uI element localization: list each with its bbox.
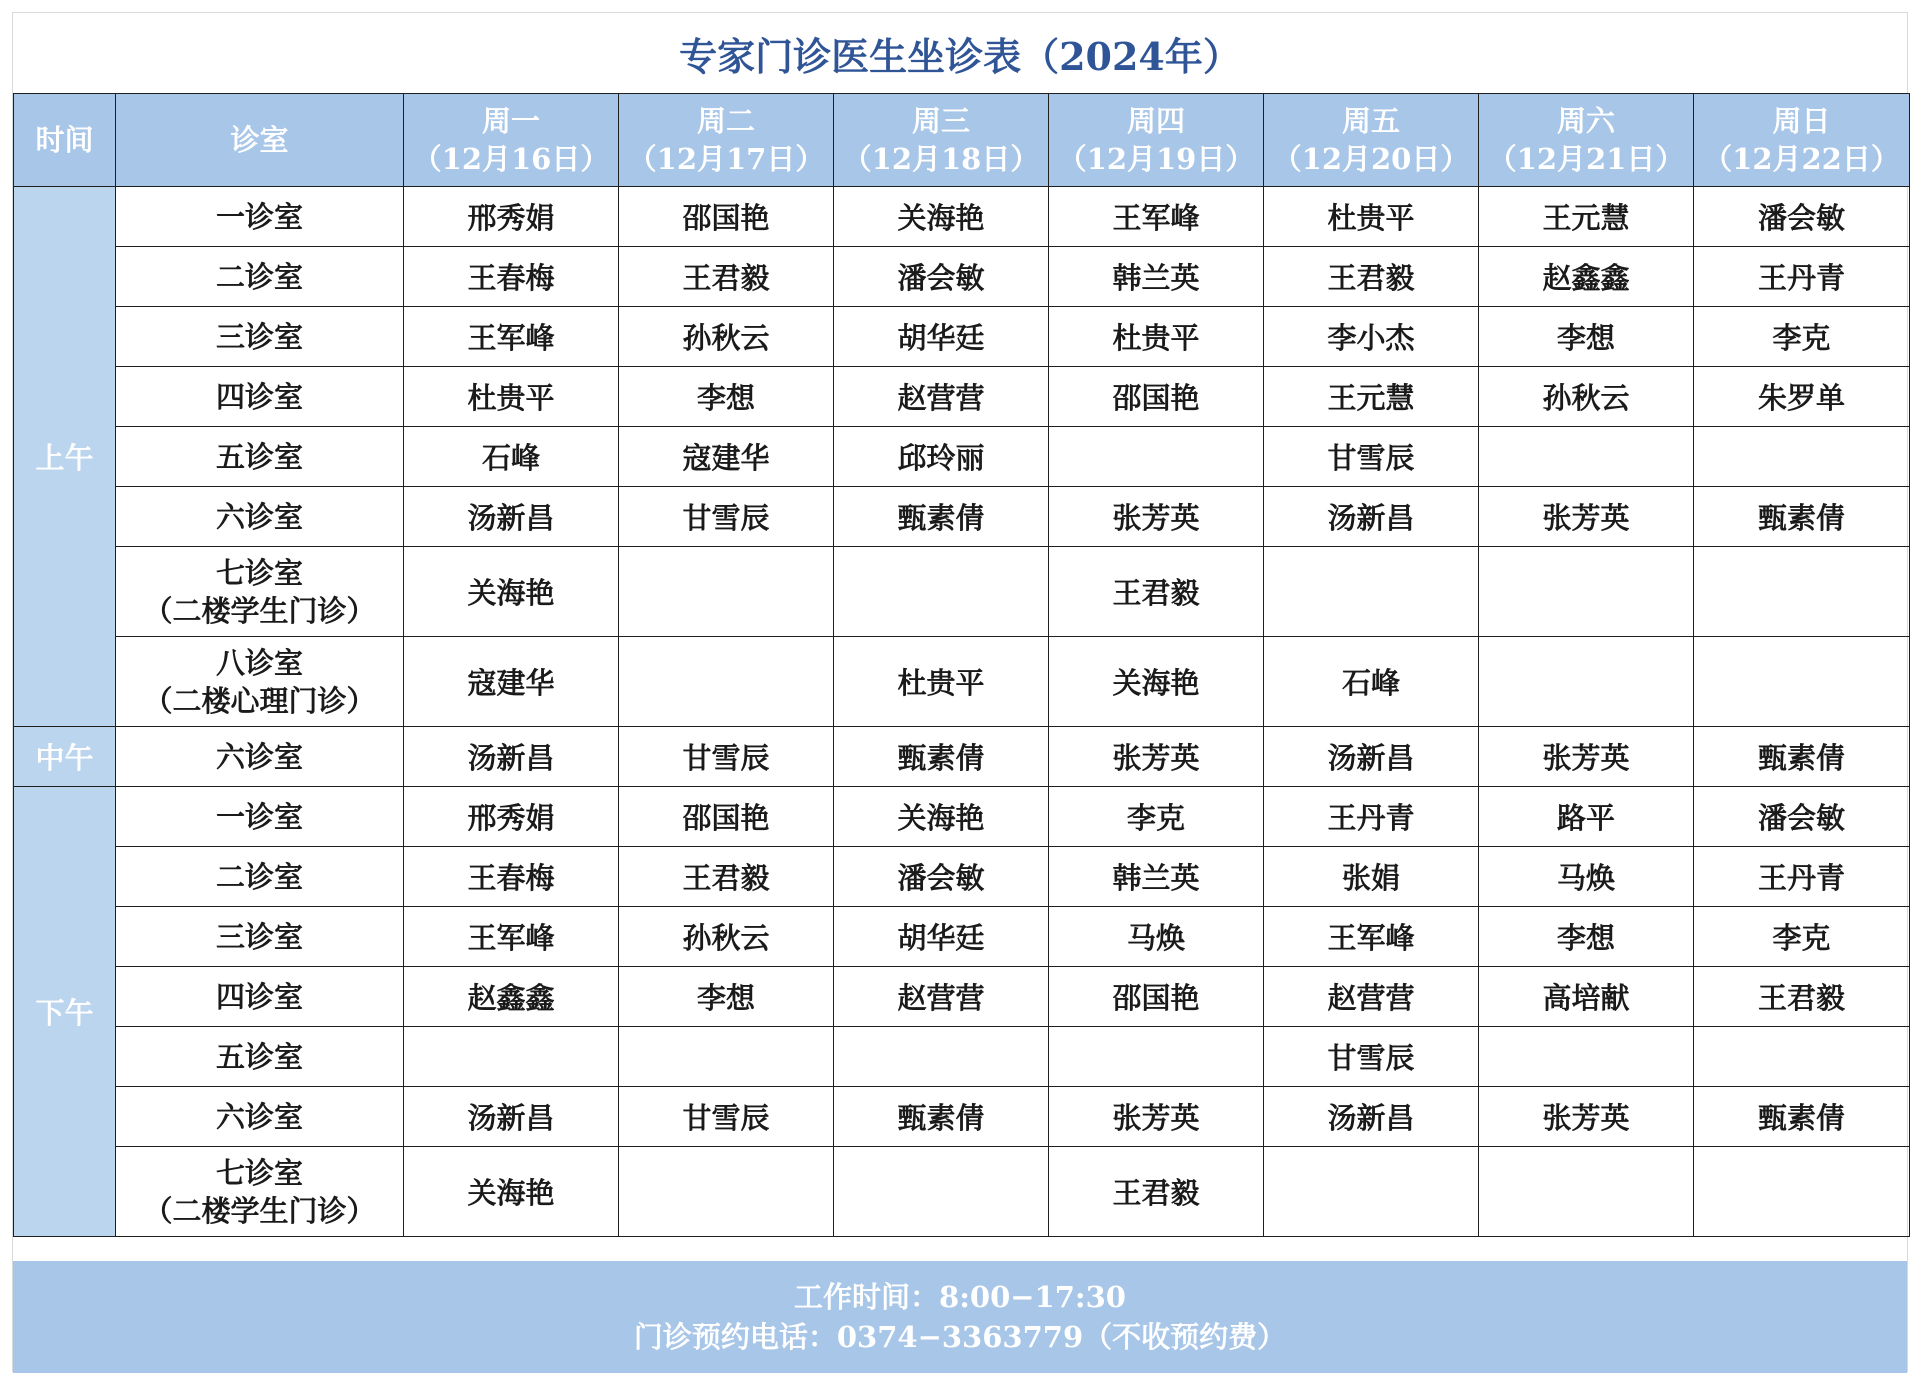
doctor-cell xyxy=(1264,547,1479,637)
doctor-cell: 高培献 xyxy=(1479,967,1694,1027)
doctor-cell: 邢秀娟 xyxy=(404,787,619,847)
room-cell xyxy=(116,907,404,967)
doctor-cell: 甄素倩 xyxy=(1694,1087,1910,1147)
doctor-cell: 韩兰英 xyxy=(1049,847,1264,907)
day-date: （12月21日） xyxy=(1487,142,1685,176)
doctor-cell: 汤新昌 xyxy=(1264,487,1479,547)
appointment-phone: 门诊预约电话：0374−3363779（不收预约费） xyxy=(633,1320,1287,1354)
doctor-cell: 邵国艳 xyxy=(619,787,834,847)
room-name: 七诊室 xyxy=(215,1155,303,1190)
doctor-cell: 孙秋云 xyxy=(619,307,834,367)
table-row xyxy=(14,1087,1910,1147)
table-row xyxy=(14,487,1910,547)
doctor-cell: 甄素倩 xyxy=(1694,487,1910,547)
room-cell xyxy=(116,187,404,247)
doctor-cell xyxy=(619,637,834,727)
room-cell xyxy=(116,1087,404,1147)
room-name: 二诊室 xyxy=(215,859,303,894)
doctor-cell: 邵国艳 xyxy=(1049,367,1264,427)
table-row xyxy=(14,967,1910,1027)
room-name: 一诊室 xyxy=(215,199,303,234)
doctor-cell xyxy=(1479,427,1694,487)
doctor-cell: 胡华廷 xyxy=(834,307,1049,367)
doctor-cell: 张芳英 xyxy=(1479,1087,1694,1147)
doctor-cell: 甄素倩 xyxy=(834,727,1049,787)
doctor-cell: 张芳英 xyxy=(1049,727,1264,787)
room-name: 四诊室 xyxy=(215,979,303,1014)
doctor-cell: 李想 xyxy=(619,367,834,427)
doctor-cell xyxy=(1479,1147,1694,1237)
day-name: 周五 xyxy=(1341,104,1400,138)
doctor-cell: 李克 xyxy=(1694,907,1910,967)
room-name: 四诊室 xyxy=(215,379,303,414)
doctor-cell: 寇建华 xyxy=(619,427,834,487)
doctor-cell: 杜贵平 xyxy=(834,637,1049,727)
doctor-cell xyxy=(404,1027,619,1087)
doctor-cell: 王君毅 xyxy=(1264,247,1479,307)
page-title: 专家门诊医生坐诊表（2024年） xyxy=(679,33,1241,79)
doctor-cell: 关海艳 xyxy=(834,787,1049,847)
table-row xyxy=(14,307,1910,367)
day-date: （12月19日） xyxy=(1057,142,1255,176)
doctor-cell: 杜贵平 xyxy=(404,367,619,427)
doctor-cell: 孙秋云 xyxy=(619,907,834,967)
doctor-cell: 王军峰 xyxy=(404,307,619,367)
doctor-cell: 王君毅 xyxy=(1049,547,1264,637)
doctor-cell: 韩兰英 xyxy=(1049,247,1264,307)
doctor-cell: 赵鑫鑫 xyxy=(1479,247,1694,307)
doctor-cell: 邱玲丽 xyxy=(834,427,1049,487)
doctor-cell xyxy=(1264,1147,1479,1237)
room-cell xyxy=(116,637,404,727)
header-day-mon xyxy=(404,94,619,187)
doctor-cell: 马焕 xyxy=(1479,847,1694,907)
doctor-cell: 赵营营 xyxy=(1264,967,1479,1027)
doctor-cell xyxy=(1479,1027,1694,1087)
table-row xyxy=(14,247,1910,307)
table-row xyxy=(14,187,1910,247)
doctor-cell: 甘雪辰 xyxy=(1264,427,1479,487)
doctor-cell: 甘雪辰 xyxy=(1264,1027,1479,1087)
doctor-cell: 关海艳 xyxy=(404,1147,619,1237)
doctor-cell: 朱罗单 xyxy=(1694,367,1910,427)
doctor-cell xyxy=(834,1147,1049,1237)
table-row xyxy=(14,727,1910,787)
doctor-cell: 王丹青 xyxy=(1264,787,1479,847)
table-row xyxy=(14,1027,1910,1087)
header-time: 时间 xyxy=(14,94,116,187)
day-date: （12月18日） xyxy=(842,142,1040,176)
doctor-cell: 甘雪辰 xyxy=(619,1087,834,1147)
header-day-sat xyxy=(1479,94,1694,187)
room-name: 二诊室 xyxy=(215,259,303,294)
doctor-cell: 张芳英 xyxy=(1049,487,1264,547)
schedule-body xyxy=(14,187,1910,1237)
room-name: 六诊室 xyxy=(215,1099,303,1134)
doctor-cell: 李克 xyxy=(1694,307,1910,367)
doctor-cell: 汤新昌 xyxy=(1264,1087,1479,1147)
day-name: 周三 xyxy=(911,104,970,138)
doctor-cell xyxy=(1694,1147,1910,1237)
doctor-cell xyxy=(619,547,834,637)
doctor-cell: 王丹青 xyxy=(1694,847,1910,907)
doctor-cell xyxy=(1479,547,1694,637)
header-day-wed xyxy=(834,94,1049,187)
doctor-cell: 马焕 xyxy=(1049,907,1264,967)
doctor-cell xyxy=(1694,427,1910,487)
room-cell xyxy=(116,847,404,907)
doctor-cell xyxy=(1694,547,1910,637)
room-name: 六诊室 xyxy=(215,499,303,534)
table-row xyxy=(14,787,1910,847)
footer-info xyxy=(13,1261,1907,1373)
day-date: （12月20日） xyxy=(1272,142,1470,176)
table-row xyxy=(14,847,1910,907)
doctor-cell: 张芳英 xyxy=(1479,727,1694,787)
doctor-cell: 杜贵平 xyxy=(1049,307,1264,367)
period-afternoon: 下午 xyxy=(14,787,116,1237)
doctor-cell: 王元慧 xyxy=(1479,187,1694,247)
work-hours: 工作时间：8:00−17:30 xyxy=(794,1280,1126,1314)
doctor-cell: 汤新昌 xyxy=(404,487,619,547)
room-name: 七诊室 xyxy=(215,555,303,590)
doctor-cell: 李想 xyxy=(1479,907,1694,967)
doctor-cell: 王春梅 xyxy=(404,247,619,307)
doctor-cell: 赵营营 xyxy=(834,367,1049,427)
doctor-cell: 王君毅 xyxy=(1694,967,1910,1027)
doctor-cell: 汤新昌 xyxy=(404,1087,619,1147)
room-name: 三诊室 xyxy=(215,919,303,954)
doctor-cell: 李想 xyxy=(619,967,834,1027)
schedule-table xyxy=(13,93,1910,1237)
doctor-cell: 张芳英 xyxy=(1049,1087,1264,1147)
doctor-cell: 关海艳 xyxy=(404,547,619,637)
doctor-cell xyxy=(619,1027,834,1087)
doctor-cell: 甄素倩 xyxy=(834,487,1049,547)
day-name: 周六 xyxy=(1556,104,1615,138)
doctor-cell: 关海艳 xyxy=(834,187,1049,247)
doctor-cell: 杜贵平 xyxy=(1264,187,1479,247)
room-cell xyxy=(116,367,404,427)
doctor-cell: 王君毅 xyxy=(1049,1147,1264,1237)
room-name: 八诊室 xyxy=(215,645,303,680)
room-cell xyxy=(116,547,404,637)
doctor-cell: 关海艳 xyxy=(1049,637,1264,727)
doctor-cell: 石峰 xyxy=(404,427,619,487)
doctor-cell: 胡华廷 xyxy=(834,907,1049,967)
doctor-cell: 甄素倩 xyxy=(1694,727,1910,787)
header-room: 诊室 xyxy=(116,94,404,187)
doctor-cell: 李克 xyxy=(1049,787,1264,847)
room-subtitle: （二楼心理门诊） xyxy=(143,683,376,718)
room-cell xyxy=(116,1027,404,1087)
doctor-cell: 路平 xyxy=(1479,787,1694,847)
table-row xyxy=(14,427,1910,487)
day-date: （12月17日） xyxy=(627,142,825,176)
room-cell xyxy=(116,247,404,307)
table-row xyxy=(14,367,1910,427)
header-day-thu xyxy=(1049,94,1264,187)
doctor-cell: 孙秋云 xyxy=(1479,367,1694,427)
doctor-cell: 王君毅 xyxy=(619,847,834,907)
room-cell xyxy=(116,427,404,487)
room-cell xyxy=(116,787,404,847)
doctor-cell: 王元慧 xyxy=(1264,367,1479,427)
room-name: 六诊室 xyxy=(215,739,303,774)
table-row xyxy=(14,1147,1910,1237)
doctor-cell: 石峰 xyxy=(1264,637,1479,727)
schedule-sheet xyxy=(12,12,1908,1372)
doctor-cell xyxy=(619,1147,834,1237)
room-name: 五诊室 xyxy=(215,439,303,474)
doctor-cell xyxy=(1694,637,1910,727)
header-day-tue xyxy=(619,94,834,187)
room-subtitle: （二楼学生门诊） xyxy=(143,1193,376,1228)
room-subtitle: （二楼学生门诊） xyxy=(143,593,376,628)
doctor-cell: 汤新昌 xyxy=(404,727,619,787)
doctor-cell: 汤新昌 xyxy=(1264,727,1479,787)
day-name: 周一 xyxy=(481,104,540,138)
period-noon: 中午 xyxy=(14,727,116,787)
doctor-cell: 王军峰 xyxy=(1264,907,1479,967)
day-name: 周日 xyxy=(1772,104,1831,138)
doctor-cell xyxy=(1049,1027,1264,1087)
doctor-cell: 甘雪辰 xyxy=(619,727,834,787)
doctor-cell: 潘会敏 xyxy=(834,247,1049,307)
doctor-cell: 甘雪辰 xyxy=(619,487,834,547)
room-name: 五诊室 xyxy=(215,1039,303,1074)
doctor-cell: 李小杰 xyxy=(1264,307,1479,367)
room-cell xyxy=(116,727,404,787)
table-row xyxy=(14,637,1910,727)
doctor-cell: 赵营营 xyxy=(834,967,1049,1027)
day-name: 周二 xyxy=(696,104,755,138)
day-name: 周四 xyxy=(1126,104,1185,138)
doctor-cell: 邵国艳 xyxy=(1049,967,1264,1027)
header-day-fri xyxy=(1264,94,1479,187)
table-row xyxy=(14,907,1910,967)
header-day-sun xyxy=(1694,94,1910,187)
doctor-cell: 邵国艳 xyxy=(619,187,834,247)
room-name: 一诊室 xyxy=(215,799,303,834)
day-date: （12月16日） xyxy=(412,142,610,176)
doctor-cell: 潘会敏 xyxy=(834,847,1049,907)
doctor-cell: 甄素倩 xyxy=(834,1087,1049,1147)
doctor-cell: 潘会敏 xyxy=(1694,187,1910,247)
doctor-cell: 王君毅 xyxy=(619,247,834,307)
doctor-cell: 王丹青 xyxy=(1694,247,1910,307)
doctor-cell: 张娟 xyxy=(1264,847,1479,907)
doctor-cell: 潘会敏 xyxy=(1694,787,1910,847)
room-cell xyxy=(116,307,404,367)
room-cell xyxy=(116,967,404,1027)
day-date: （12月22日） xyxy=(1703,142,1900,176)
doctor-cell xyxy=(834,1027,1049,1087)
doctor-cell: 寇建华 xyxy=(404,637,619,727)
doctor-cell xyxy=(834,547,1049,637)
doctor-cell xyxy=(1479,637,1694,727)
doctor-cell: 邢秀娟 xyxy=(404,187,619,247)
doctor-cell: 王春梅 xyxy=(404,847,619,907)
table-row xyxy=(14,547,1910,637)
period-morning: 上午 xyxy=(14,187,116,727)
doctor-cell: 王军峰 xyxy=(404,907,619,967)
room-cell xyxy=(116,487,404,547)
doctor-cell: 王军峰 xyxy=(1049,187,1264,247)
doctor-cell: 李想 xyxy=(1479,307,1694,367)
doctor-cell xyxy=(1694,1027,1910,1087)
doctor-cell: 赵鑫鑫 xyxy=(404,967,619,1027)
room-cell xyxy=(116,1147,404,1237)
doctor-cell: 张芳英 xyxy=(1479,487,1694,547)
doctor-cell xyxy=(1049,427,1264,487)
room-name: 三诊室 xyxy=(215,319,303,354)
